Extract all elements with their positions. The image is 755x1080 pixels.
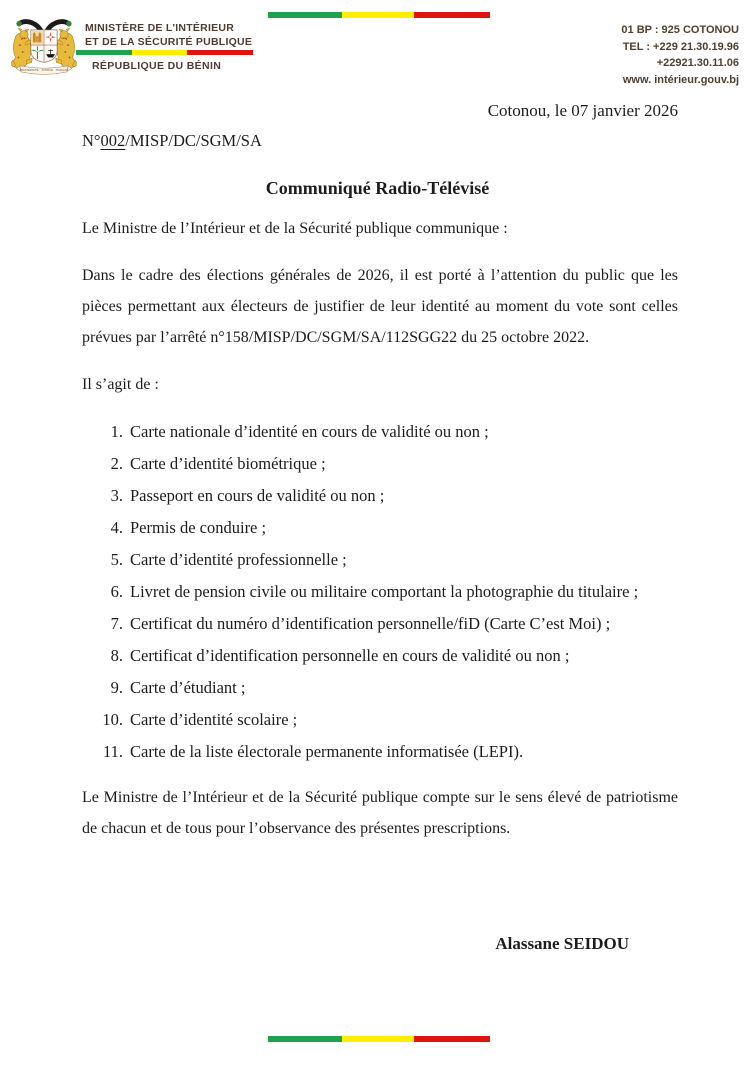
list-item — [82, 512, 678, 544]
list-item — [82, 672, 678, 704]
list-item-text: Carte d’étudiant ; — [130, 678, 246, 697]
flag-red-segment — [414, 12, 490, 18]
flag-green-segment — [268, 12, 342, 18]
list-item — [82, 640, 678, 672]
list-item-text: Carte de la liste électorale permanente informatisée (LEPI). — [130, 742, 524, 761]
letterhead — [0, 0, 755, 96]
flag-stripe-bottom — [268, 1036, 490, 1042]
list-item-number: 9. — [110, 678, 123, 697]
flag-stripe-top — [268, 12, 490, 18]
list-item-number: 5. — [110, 550, 123, 569]
list-item-text: Permis de conduire ; — [130, 518, 267, 537]
list-item-text: Certificat d’identification personnelle en cours de validité ou non ; — [130, 646, 570, 665]
list-item-number: 3. — [110, 486, 123, 505]
list-intro: Il s’agit de : — [82, 376, 159, 393]
list-item-number: 7. — [110, 614, 123, 633]
flag-yellow-segment — [342, 1036, 414, 1042]
ministry-name-line1: MINISTÈRE DE L'INTÉRIEUR — [85, 22, 235, 34]
identity-documents-list — [0, 416, 755, 768]
flag-green-segment — [76, 50, 132, 55]
flag-red-segment — [414, 1036, 490, 1042]
list-item — [82, 704, 678, 736]
closing-paragraph: Le Ministre de l’Intérieur et de la Sécurité publique compte sur le sens élevé de patriotisme de chacun et de tous pour l’observance des présentes prescriptions. — [82, 789, 678, 837]
republic-label: RÉPUBLIQUE DU BÉNIN — [92, 60, 222, 72]
flag-yellow-segment — [132, 50, 187, 55]
list-item-text: Carte nationale d’identité en cours de validité ou non ; — [130, 422, 489, 441]
coat-of-arms-motto: FRATERNITÉ · JUSTICE · TRAVAIL — [20, 68, 68, 72]
reference-digits: 002 — [100, 131, 126, 150]
list-item-number: 11. — [102, 742, 123, 761]
contact-website: www. intérieur.gouv.bj — [622, 73, 739, 86]
list-item-text: Carte d’identité professionnelle ; — [130, 550, 347, 569]
letter-body — [0, 96, 755, 956]
date-line: Cotonou, le 07 janvier 2026 — [487, 101, 678, 120]
list-item-number: 6. — [110, 582, 123, 601]
contact-po-box: 01 BP : 925 COTONOU — [621, 24, 739, 36]
list-item-text: Passeport en cours de validité ou non ; — [130, 486, 385, 505]
reference-number — [0, 130, 755, 152]
list-item-number: 2. — [110, 454, 123, 473]
list-item — [82, 736, 678, 768]
list-item-text: Carte d’identité biométrique ; — [130, 454, 326, 473]
benin-coat-of-arms-icon — [6, 14, 82, 90]
main-paragraph: Dans le cadre des élections générales de 2026, il est porté à l’attention du public que les pièces permettant aux électeurs de justifier de leur identité au moment du vote sont celles prévues par l’arrêté n°158/MISP/DC/SGM/SA/112SGG22 du 25 octobre 2022. — [82, 267, 678, 346]
list-item — [82, 608, 678, 640]
list-item-number: 10. — [102, 710, 123, 729]
reference-suffix: /MISP/DC/SGM/SA — [125, 131, 262, 150]
flag-red-segment — [187, 50, 253, 55]
list-item — [82, 416, 678, 448]
flag-stripe-ministry — [76, 50, 253, 55]
list-item-number: 4. — [110, 518, 123, 537]
contact-phone-2: +22921.30.11.06 — [656, 57, 739, 69]
contact-info — [621, 22, 739, 88]
list-item — [82, 576, 678, 608]
flag-yellow-segment — [342, 12, 414, 18]
list-item-text: Livret de pension civile ou militaire comportant la photographie du titulaire ; — [130, 582, 639, 601]
list-item-text: Carte d’identité scolaire ; — [130, 710, 298, 729]
flag-green-segment — [268, 1036, 342, 1042]
document-title: Communiqué Radio-Télévisé — [265, 178, 490, 198]
signatory-name: Alassane SEIDOU — [495, 934, 629, 953]
list-item — [82, 448, 678, 480]
contact-phone-1: TEL : +229 21.30.19.96 — [622, 40, 739, 53]
list-item-number: 1. — [110, 422, 123, 441]
list-item-number: 8. — [110, 646, 123, 665]
ministry-name-line2: ET DE LA SÉCURITÉ PUBLIQUE — [85, 35, 253, 48]
list-item — [82, 544, 678, 576]
ministry-name — [85, 22, 252, 49]
list-item — [82, 480, 678, 512]
reference-prefix: N° — [82, 131, 101, 150]
list-item-text: Certificat du numéro d’identification personnelle/fiD (Carte C’est Moi) ; — [130, 614, 611, 633]
intro-paragraph: Le Ministre de l’Intérieur et de la Sécurité publique communique : — [82, 220, 508, 237]
